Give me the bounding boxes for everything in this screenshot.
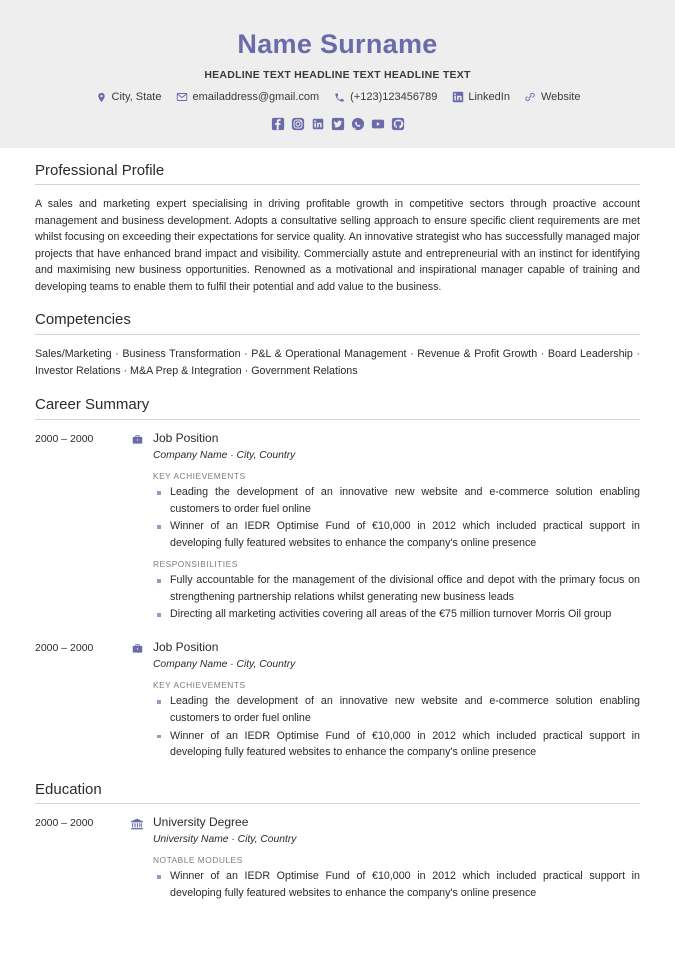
subsection-label: RESPONSIBILITIES [153, 559, 238, 570]
university-icon [130, 815, 144, 831]
bullet-list [153, 868, 640, 901]
github-icon[interactable] [390, 117, 405, 132]
bullet-item: Leading the development of an innovative new website and e-commerce solution enabling customers to order fuel online [153, 484, 640, 517]
section-heading: Professional Profile [35, 161, 165, 179]
section-heading: Education [35, 780, 102, 798]
entry-details [130, 640, 640, 762]
education-entry-list [35, 815, 640, 903]
section-professional-profile [35, 162, 640, 296]
headline-text: HEADLINE TEXT HEADLINE TEXT HEADLINE TEXT [204, 68, 471, 81]
linkedin-icon[interactable] [310, 117, 325, 132]
briefcase-icon [130, 431, 144, 447]
entry-title-row [130, 640, 640, 656]
contact-row [20, 91, 655, 104]
section-divider [35, 334, 640, 335]
entry-title-row [130, 431, 640, 447]
phone-icon [333, 91, 346, 104]
linkedin-icon [451, 91, 464, 104]
profile-paragraph: A sales and marketing expert specialising in driving profitable growth in competitive sectors through proactive account management and business development. Adopts a consultative selling approach to ensure specific client requirements are met whilst focusing on exceeding their expectations for service quality. An innovative strategist who has successfully managed major projects that have enhanced brand impact and visibility. Commercially astute and entrepreneurial with an instinct for identifying and maximising new business opportunities. Renowned as a motivational and inspirational manager capable of training and developing teams to enable them to fulfil their potential and add value to the business. [35, 197, 640, 293]
subsection-label: KEY ACHIEVEMENTS [153, 680, 246, 691]
experience-entry [35, 815, 640, 903]
contact-item[interactable] [333, 91, 437, 104]
entry-date-range: 2000 – 2000 [35, 642, 94, 655]
contact-label: Website [540, 91, 581, 104]
section-divider [35, 803, 640, 804]
subsection-label: NOTABLE MODULES [153, 855, 243, 866]
resume-header [0, 0, 675, 148]
contact-item[interactable] [451, 91, 510, 104]
bullet-list [153, 572, 640, 623]
contact-item[interactable] [175, 91, 319, 104]
entry-role-title: University Degree [153, 815, 249, 830]
entry-subsection [153, 680, 640, 760]
section-education [35, 781, 640, 903]
section-divider [35, 184, 640, 185]
bullet-item: Winner of an IEDR Optimise Fund of €10,000 in 2012 which included practical support in developing fully featured websites to enhance the company's online presence [153, 868, 640, 901]
entry-subsection [153, 855, 640, 901]
section-career-summary [35, 396, 640, 761]
experience-entry [35, 431, 640, 624]
section-divider [35, 419, 640, 420]
section-heading: Career Summary [35, 396, 150, 414]
twitter-icon[interactable] [330, 117, 345, 132]
bullet-list [153, 693, 640, 760]
entry-organisation: Company Name · City, Country [153, 449, 296, 461]
subsection-label: KEY ACHIEVEMENTS [153, 471, 246, 481]
contact-label: (+123)123456789 [350, 91, 438, 104]
entry-details [130, 815, 640, 903]
bullet-item: Winner of an IEDR Optimise Fund of €10,000 in 2012 which included practical support in developing fully featured websites to enhance the company's online presence [153, 728, 640, 761]
contact-item[interactable] [524, 91, 581, 104]
entry-date-range: 2000 – 2000 [35, 432, 94, 445]
facebook-icon[interactable] [270, 117, 285, 132]
career-entry-list [35, 431, 640, 762]
bullet-list [153, 484, 640, 551]
entry-subsection [153, 471, 640, 551]
envelope-icon [175, 91, 188, 104]
entry-subsection [153, 559, 640, 623]
entry-organisation: University Name · City, Country [153, 834, 297, 846]
section-competencies [35, 311, 640, 380]
contact-label: LinkedIn [468, 91, 510, 104]
page-title: Name Surname [237, 29, 438, 59]
entry-role-title: Job Position [153, 430, 219, 445]
entry-date-range: 2000 – 2000 [35, 817, 94, 830]
resume-body [0, 148, 675, 903]
instagram-icon[interactable] [290, 117, 305, 132]
experience-entry [35, 640, 640, 762]
whatsapp-icon[interactable] [350, 117, 365, 132]
contact-label: emailaddress@gmail.com [192, 91, 320, 104]
briefcase-icon [130, 640, 144, 656]
section-heading: Competencies [35, 311, 131, 329]
bullet-item: Directing all marketing activities covering all areas of the €75 million turnover Morris Oil group [153, 606, 640, 623]
bullet-item: Fully accountable for the management of the divisional office and depot with the primary focus on strengthening partnership relations whilst generating new business leads [153, 572, 640, 605]
contact-item[interactable] [95, 91, 162, 104]
entry-title-row [130, 815, 640, 831]
entry-organisation: Company Name · City, Country [153, 659, 296, 671]
entry-role-title: Job Position [153, 640, 219, 655]
entry-spacer [35, 628, 640, 640]
bullet-item: Leading the development of an innovative new website and e-commerce solution enabling customers to order fuel online [153, 693, 640, 726]
location-pin-icon [95, 91, 108, 104]
competencies-list: Sales/Marketing · Business Transformation · P&L & Operational Management · Revenue & Profit Growth · Board Leadership · Investor Relations · M&A Prep & Integration · Government Relations [35, 347, 640, 377]
bullet-item: Winner of an IEDR Optimise Fund of €10,000 in 2012 which included practical support in developing fully featured websites to enhance the company's online presence [153, 518, 640, 551]
youtube-icon[interactable] [370, 117, 385, 132]
link-icon [524, 91, 537, 104]
contact-label: City, State [111, 91, 162, 104]
entry-details [130, 431, 640, 624]
social-links-row [20, 117, 655, 132]
